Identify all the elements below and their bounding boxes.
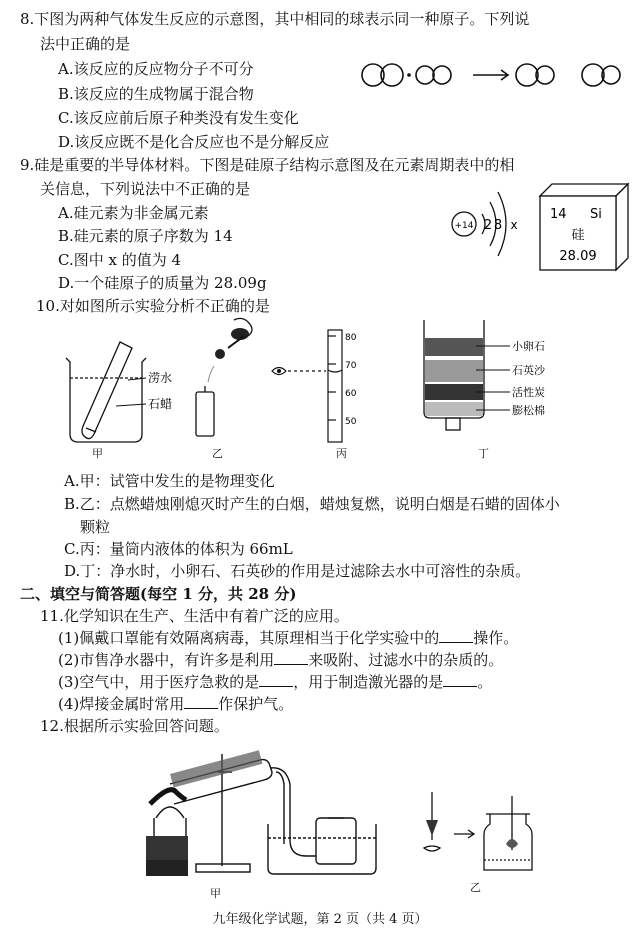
q9-option-a: A.硅元素为非金属元素 bbox=[58, 204, 209, 222]
atomic-number: 14 bbox=[550, 207, 567, 222]
cylinder-tick-80: 80 bbox=[345, 333, 357, 343]
fig-jia-beaker bbox=[60, 338, 190, 448]
q10-stem: 10.对如图所示实验分析不正确的是 bbox=[36, 297, 270, 315]
filter-layer-activated-carbon: 活性炭 bbox=[512, 386, 545, 399]
fig-bing-cylinder bbox=[270, 328, 370, 446]
section-2-note: (每空 1 分，共 28 分) bbox=[140, 585, 297, 603]
q12-stem: 12.根据所示实验回答问题。 bbox=[40, 717, 229, 735]
cylinder-tick-60: 60 bbox=[345, 389, 357, 399]
q8-option-b: B.该反应的生成物属于混合物 bbox=[58, 85, 254, 103]
answer-blank[interactable] bbox=[184, 694, 218, 709]
atomic-mass: 28.09 bbox=[559, 249, 597, 264]
q9-stem-line2: 关信息，下列说法中不正确的是 bbox=[40, 180, 251, 198]
answer-blank[interactable] bbox=[259, 672, 293, 687]
section-2-heading bbox=[20, 584, 296, 604]
q11-part2: (2)市售净水器中，有许多是利用 来吸附、过滤水中的杂质的。 bbox=[58, 651, 504, 669]
q9-option-b: B.硅元素的原子序数为 14 bbox=[58, 227, 233, 245]
element-name: 硅 bbox=[571, 228, 585, 243]
q8-reaction-diagram bbox=[355, 55, 625, 95]
fig-q12-yi-bottle bbox=[410, 790, 550, 880]
answer-blank[interactable] bbox=[274, 650, 308, 665]
fig-ding-filter bbox=[416, 318, 576, 440]
section-2-title: 二、填空与简答题 bbox=[20, 585, 141, 603]
fig-caption-bing: 丙 bbox=[336, 447, 347, 460]
electron-shell-1: 2 bbox=[483, 218, 493, 233]
q8-option-c: C.该反应前后原子种类没有发生变化 bbox=[58, 109, 299, 127]
q11-part1: (1)佩戴口罩能有效隔离病毒，其原理相当于化学实验中的 操作。 bbox=[58, 629, 519, 647]
fig-q12-jia-apparatus bbox=[140, 744, 390, 894]
q10-option-a: A.甲：试管中发生的是物理变化 bbox=[64, 472, 275, 490]
q11-part4: (4)焊接金属时常用 作保护气。 bbox=[58, 695, 294, 713]
cylinder-tick-50: 50 bbox=[345, 417, 357, 427]
filter-layer-quartz-sand: 石英沙 bbox=[512, 364, 545, 377]
q11-part3: (3)空气中，用于医疗急救的是 ，用于制造激光器的是 。 bbox=[58, 673, 493, 691]
electron-shell-3: x bbox=[510, 218, 518, 232]
q10-option-b: B.乙：点燃蜡烛刚熄灭时产生的白烟，蜡烛复燃，说明白烟是石蜡的固体小 bbox=[64, 495, 560, 513]
element-symbol: Si bbox=[590, 207, 602, 222]
q10-option-d: D.丁：净水时，小卵石、石英砂的作用是过滤除去水中可溶性的杂质。 bbox=[64, 562, 531, 580]
fig-q12-caption-jia: 甲 bbox=[210, 887, 221, 900]
q9-option-c: C.图中 x 的值为 4 bbox=[58, 251, 182, 269]
label-wax: 石蜡 bbox=[148, 397, 173, 411]
cylinder-tick-70: 70 bbox=[345, 361, 357, 371]
filter-layer-cotton: 膨松棉 bbox=[512, 404, 545, 417]
label-water: 涝水 bbox=[148, 371, 173, 385]
fig-caption-yi: 乙 bbox=[212, 447, 223, 460]
page-footer: 九年级化学试题，第 2 页（共 4 页） bbox=[212, 912, 428, 927]
electron-shell-2: 8 bbox=[493, 218, 503, 233]
periodic-table-cell bbox=[540, 184, 628, 270]
fig-caption-jia: 甲 bbox=[92, 447, 103, 460]
molecule-atom bbox=[433, 66, 451, 84]
fig-yi-candle bbox=[190, 312, 280, 442]
q8-stem-line2: 法中正确的是 bbox=[40, 35, 131, 53]
q8-option-a: A.该反应的反应物分子不可分 bbox=[58, 60, 254, 78]
answer-blank[interactable] bbox=[443, 672, 477, 687]
answer-blank[interactable] bbox=[439, 628, 473, 643]
molecule-atom bbox=[582, 64, 604, 86]
q8-stem-line1: 8.下图为两种气体发生反应的示意图，其中相同的球表示同一种原子。下列说 bbox=[20, 10, 530, 28]
plus-icon bbox=[407, 73, 411, 77]
molecule-atom bbox=[516, 64, 538, 86]
molecule-atom bbox=[416, 66, 434, 84]
filter-layer-pebbles: 小卵石 bbox=[512, 340, 545, 353]
silicon-atom-structure bbox=[448, 180, 528, 270]
fig-caption-ding: 丁 bbox=[478, 447, 489, 460]
q8-option-d: D.该反应既不是化合反应也不是分解反应 bbox=[58, 133, 330, 151]
q10-option-b-cont: 颗粒 bbox=[80, 518, 111, 536]
nucleus-charge: +14 bbox=[454, 221, 474, 231]
q11-stem: 11.化学知识在生产、生活中有着广泛的应用。 bbox=[40, 607, 349, 625]
q9-stem-line1: 9.硅是重要的半导体材料。下图是硅原子结构示意图及在元素周期表中的相 bbox=[20, 156, 515, 174]
q10-option-c: C.丙：量筒内液体的体积为 66mL bbox=[64, 540, 293, 558]
fig-q12-caption-yi: 乙 bbox=[470, 881, 481, 894]
q9-option-d: D.一个硅原子的质量为 28.09g bbox=[58, 274, 267, 292]
